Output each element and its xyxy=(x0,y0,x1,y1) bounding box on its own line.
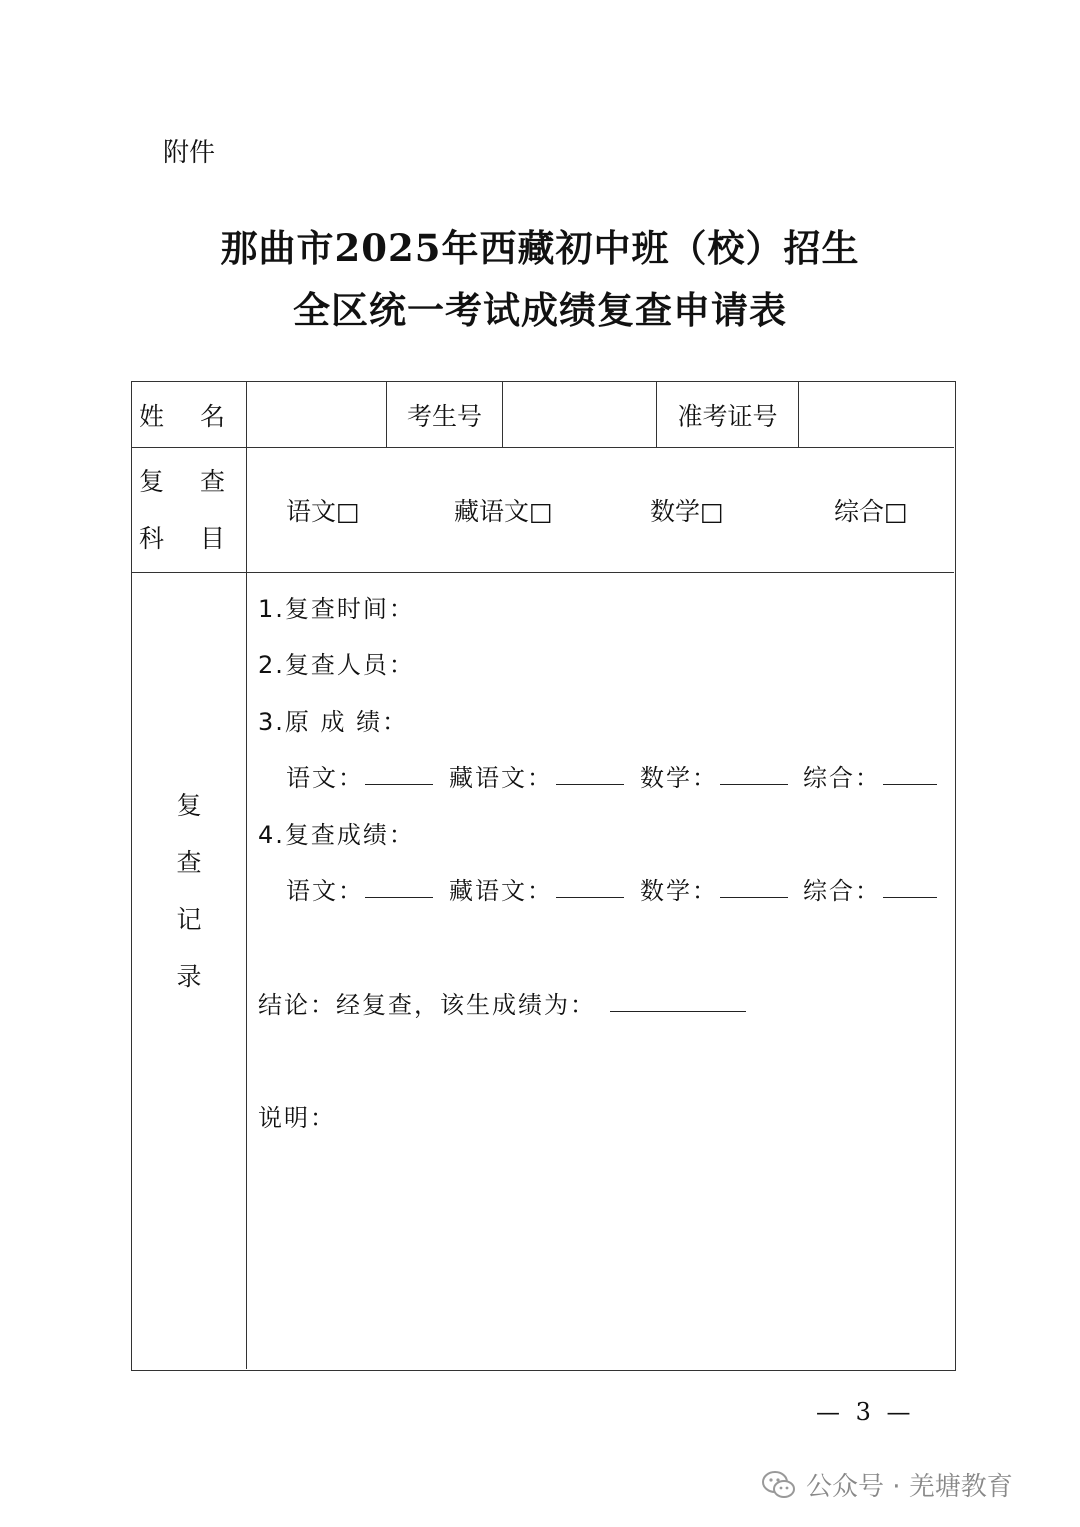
reviewed-score-chinese-blank[interactable] xyxy=(365,897,433,898)
note-label: 说明： xyxy=(258,1104,336,1132)
review-application-form xyxy=(131,381,956,1371)
label-column-divider xyxy=(246,382,247,1369)
record-label-char-1: 复 xyxy=(176,791,202,820)
wechat-icon xyxy=(762,1470,796,1500)
original-score-tibetan-blank[interactable] xyxy=(556,784,624,785)
subject-label-line2: 科 目 xyxy=(139,524,239,553)
subject-option-tibetan[interactable]: 藏语文□ xyxy=(454,497,553,526)
reviewed-score-chinese-label: 语文： xyxy=(286,877,364,905)
original-score-tibetan-label: 藏语文： xyxy=(449,764,553,792)
subject-option-math[interactable]: 数学□ xyxy=(650,497,724,526)
attachment-label: 附件 xyxy=(163,138,216,168)
original-score-item: 3.原 成 绩： xyxy=(258,708,409,736)
name-input-cell[interactable] xyxy=(247,382,386,447)
admission-ticket-input-cell[interactable] xyxy=(799,382,954,447)
form-title-line1: 那曲市2025年西藏初中班（校）招生 xyxy=(220,226,860,270)
original-score-chinese-blank[interactable] xyxy=(365,784,433,785)
subject-label-line1: 复 查 xyxy=(139,467,239,496)
name-label: 姓 名 xyxy=(139,401,239,431)
reviewed-score-tibetan-label: 藏语文： xyxy=(449,877,553,905)
reviewed-score-math-blank[interactable] xyxy=(720,897,788,898)
reviewed-score-tibetan-blank[interactable] xyxy=(556,897,624,898)
row-divider-2 xyxy=(132,572,954,573)
row-divider-1 xyxy=(132,447,954,448)
record-label-char-3: 记 xyxy=(176,905,202,934)
original-score-comprehensive-blank[interactable] xyxy=(883,784,937,785)
conclusion-blank[interactable] xyxy=(610,1011,746,1012)
subject-option-comprehensive[interactable]: 综合□ xyxy=(834,497,908,526)
form-title-line2: 全区统一考试成绩复查申请表 xyxy=(293,288,787,332)
reviewed-score-comprehensive-blank[interactable] xyxy=(883,897,937,898)
reviewed-score-item: 4.复查成绩： xyxy=(258,821,415,849)
subject-option-chinese[interactable]: 语文□ xyxy=(286,497,360,526)
reviewer-item: 2.复查人员： xyxy=(258,651,415,679)
page-number: — 3 — xyxy=(816,1398,915,1426)
watermark-text: 公众号 · 羌塘教育 xyxy=(806,1472,1013,1502)
exam-number-input-cell[interactable] xyxy=(503,382,656,447)
review-time-item: 1.复查时间： xyxy=(258,595,415,623)
admission-ticket-label: 准考证号 xyxy=(677,401,778,431)
record-label-char-2: 查 xyxy=(176,848,202,877)
reviewed-score-math-label: 数学： xyxy=(640,877,718,905)
conclusion-text: 结论：经复查，该生成绩为： xyxy=(258,991,596,1019)
original-score-chinese-label: 语文： xyxy=(286,764,364,792)
original-score-math-label: 数学： xyxy=(640,764,718,792)
reviewed-score-comprehensive-label: 综合： xyxy=(803,877,881,905)
watermark xyxy=(762,1466,1013,1503)
record-label-char-4: 录 xyxy=(176,962,202,991)
exam-number-label: 考生号 xyxy=(406,401,482,431)
original-score-comprehensive-label: 综合： xyxy=(803,764,881,792)
original-score-math-blank[interactable] xyxy=(720,784,788,785)
